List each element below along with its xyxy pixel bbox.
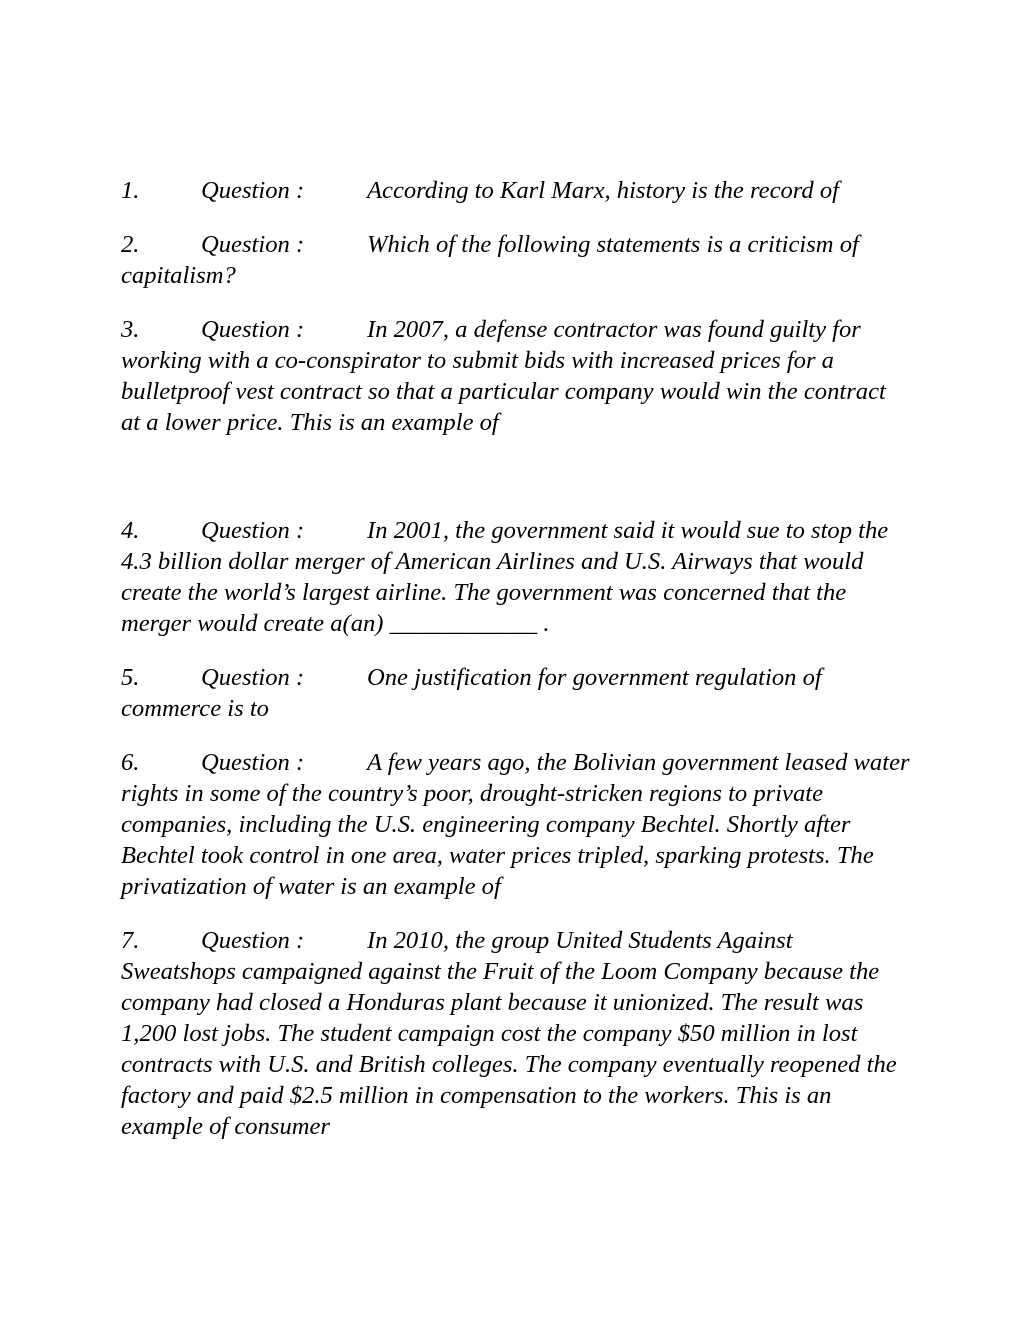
question-2 [121,229,911,291]
question-4 [121,515,911,639]
question-label: Question : [201,664,305,691]
question-number: 2. [121,231,140,258]
question-text: According to Karl Marx, history is the record of [367,177,840,204]
question-number: 6. [121,749,140,776]
question-label: Question : [201,517,305,544]
question-number: 4. [121,517,140,544]
question-3 [121,314,911,438]
question-text: Which of the following statements is a criticism of capitalism? [121,231,859,289]
question-7 [121,925,911,1142]
question-label: Question : [201,749,305,776]
question-text: In 2010, the group United Students Against Sweatshops campaigned against the Fruit of the Loom Company because the company had closed a Honduras plant because it unionized. The result was 1,200 lost jobs. The student campaign cost the company $50 million in lost contracts with U.S. and British colleges. The company eventually reopened the factory and paid $2.5 million in compensation to the workers. This is an example of consumer [121,927,897,1140]
question-number: 3. [121,316,140,343]
question-number: 5. [121,664,140,691]
question-label: Question : [201,927,305,954]
question-label: Question : [201,316,305,343]
question-list [121,175,911,1165]
question-6 [121,747,911,902]
question-text: In 2001, the government said it would sue to stop the 4.3 billion dollar merger of American Airlines and U.S. Airways that would create the world’s largest airline. The government was concerned that the merger would create a(an) ____________ . [121,517,889,637]
question-label: Question : [201,231,305,258]
blank-space [121,461,911,515]
question-5 [121,662,911,724]
question-label: Question : [201,177,305,204]
question-1 [121,175,911,206]
question-text: A few years ago, the Bolivian government leased water rights in some of the country’s poor, drought-stricken regions to private companies, including the U.S. engineering company Bechtel. Shortly after Bechtel took control in one area, water prices tripled, sparking protests. The privatization of water is an example of [121,749,910,900]
question-text: In 2007, a defense contractor was found guilty for working with a co-conspirator to submit bids with increased prices for a bulletproof vest contract so that a particular company would win the contract at a lower price. This is an example of [121,316,886,436]
question-text: One justification for government regulation of commerce is to [121,664,822,722]
question-number: 1. [121,177,140,204]
question-number: 7. [121,927,140,954]
